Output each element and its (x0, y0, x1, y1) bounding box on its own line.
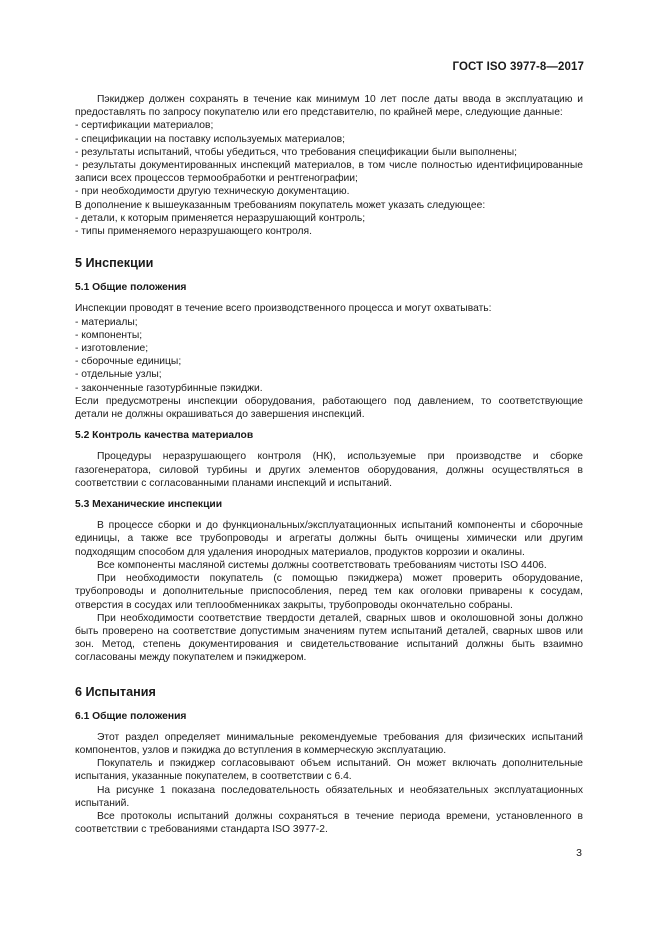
list-item: - материалы; (75, 316, 138, 328)
list-item: - спецификации на поставку используемых материалов; (75, 133, 345, 145)
paragraph: Все протоколы испытаний должны сохраняться в течение периода времени, установленного в соответствии с требованиями стандарта ISO 3977-2. (75, 810, 583, 836)
list-item: - при необходимости другую техническую документацию. (75, 186, 350, 198)
list-item: - сборочные единицы; (75, 356, 182, 368)
intro-paragraph: Пэкиджер должен сохранять в течение как минимум 10 лет после даты ввода в эксплуатацию и предоставлять по запросу покупателю или его представителю, по крайней мере, следующие данные: (75, 94, 583, 119)
list-item: - сертификации материалов; (75, 120, 214, 132)
list-item: - типы применяемого неразрушающего контроля. (75, 226, 312, 238)
section-heading: 5 Инспекции (75, 256, 154, 271)
document-code: ГОСТ ISO 3977-8—2017 (452, 61, 584, 73)
list-item: - детали, к которым применяется неразрушающий контроль; (75, 212, 366, 224)
paragraph: Все компоненты масляной системы должны соответствовать требованиям чистоты ISO 4406. (97, 559, 547, 571)
list-item: - результаты испытаний, чтобы убедиться, что требования спецификации были выполнены; (75, 146, 517, 158)
paragraph: В процессе сборки и до функциональных/эксплуатационных испытаний компоненты и сборочные единицы, а также все трубопроводы и агрегаты должны быть очищены химически или другим подходящим способом для удаления инородных материалов, продуктов коррозии и окалины. (75, 520, 583, 558)
paragraph: При необходимости соответствие твердости деталей, сварных швов и околошовной зоны должно быть проверено на соответствие допустимым значениям путем испытаний деталей, сварных швов или зон. Метод, степень документирования и свидетельствование испытаний должны быть взаимно согласованы между покупателем и пэкиджером. (75, 612, 583, 664)
subsection-heading: 5.2 Контроль качества материалов (75, 430, 254, 442)
section-heading: 6 Испытания (75, 684, 156, 699)
list-item: - изготовление; (75, 343, 149, 355)
paragraph: Покупатель и пэкиджер согласовывают объем испытаний. Он может включать дополнительные испытания, указанные покупателем, в соответствии с 6.4. (75, 758, 583, 783)
subsection-heading: 5.1 Общие положения (75, 282, 187, 294)
list-item: - законченные газотурбинные пэкиджи. (75, 382, 263, 394)
subsection-heading: 5.3 Механические инспекции (75, 499, 223, 511)
page-number: 3 (576, 847, 582, 859)
paragraph: Процедуры неразрушающего контроля (НК), используемые при производстве и сборке газогенератора, силовой турбины и других элементов оборудования, должны осуществляться в соответствии с согласованными планами инспекций и испытаний. (75, 451, 583, 489)
page-content (75, 93, 583, 836)
list-item: - результаты документированных инспекций материалов, в том числе полностью идентифицированные записи всех процессов термообработки и рентгенографии; (75, 160, 583, 185)
list-item: - отдельные узлы; (75, 369, 162, 381)
paragraph: Если предусмотрены инспекции оборудования, работающего под давлением, то соответствующие детали не должны окрашиваться до завершения инспекций. (75, 395, 583, 421)
subsection-heading: 6.1 Общие положения (75, 710, 187, 722)
paragraph: Инспекции проводят в течение всего производственного процесса и могут охватывать: (75, 303, 492, 315)
list-item: - компоненты; (75, 329, 143, 341)
intro-paragraph: В дополнение к вышеуказанным требованиям покупатель может указать следующее: (75, 199, 486, 211)
paragraph: На рисунке 1 показана последовательность обязательных и необязательных эксплуатационных испытаний. (75, 784, 583, 809)
paragraph: При необходимости покупатель (с помощью пэкиджера) может проверить оборудование, трубопроводы и дополнительные приспособления, перед тем как оголовки приварены к сосудам, отверстия в сосудах или теплообменниках закрыты, трубопроводы окончательно собраны. (75, 573, 583, 611)
paragraph: Этот раздел определяет минимальные рекомендуемые требования для физических испытаний компонентов, узлов и пэкиджа до вступления в коммерческую эксплуатацию. (75, 731, 583, 756)
